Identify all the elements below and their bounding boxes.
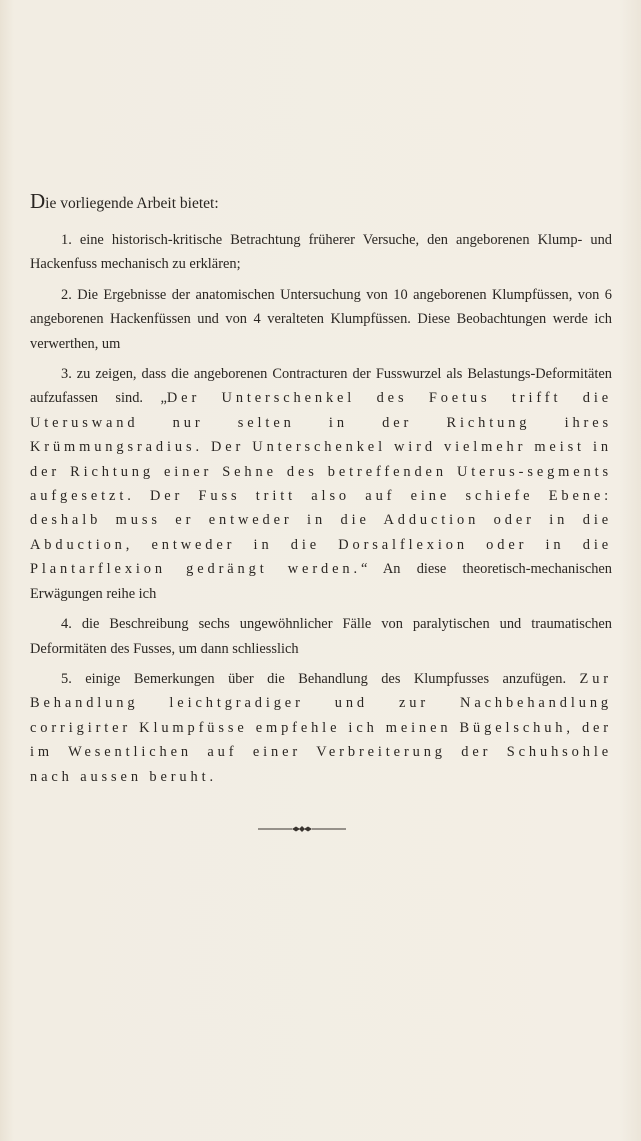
paragraph-text: 5. einige Bemerkungen über die Behandlung des Klumpfusses anzufügen. <box>61 670 580 687</box>
paragraph-text: 1. eine historisch-kritische Betrachtung früherer Versuche, den angeborenen Klump- und Hackenfuss mechanisch zu erklären; <box>30 232 612 273</box>
paragraph-text: 4. die Beschreibung sechs ungewöhnlicher Fälle von paralytischen und traumatischen Deformitäten des Fusses, um dann schliesslich <box>30 616 612 657</box>
list-item-1 <box>30 228 612 277</box>
heading-rest: ie vorliegende Arbeit bietet: <box>45 195 219 212</box>
heading-initial: D <box>30 189 46 213</box>
emphasized-text: Zur Behandlung leichtgradiger und zur Nachbehandlung corrigirter Klumpfüsse empfehle ich meinen Bügelschuh, der im Wesentlichen auf einer Verbreiterung der Schuhsohle nach aussen beruht. <box>30 670 612 785</box>
enumerated-list <box>30 228 612 789</box>
list-item-2 <box>30 283 612 356</box>
list-item-5 <box>30 667 612 789</box>
ornamental-rule-icon <box>258 824 346 834</box>
emphasized-text: Der Unterschenkel des Foetus trifft die Uteruswand nur selten in der Richtung ihres Krümmungsradius. Der Unterschenkel wird vielmehr meist in der Richtung einer Sehne des betreffenden Uterus-segments aufgesetzt. Der Fuss tritt also auf eine schiefe Ebene: deshalb muss er entweder in die Adduction oder in die Abduction, entweder in die Dorsalflexion oder in die Plantarflexion gedrängt werden. <box>30 390 612 578</box>
paragraph-text: 2. Die Ergebnisse der anatomischen Untersuchung von 10 angeborenen Klumpfüssen, von 6 angeborenen Hackenfüssen und von 4 veralteten Klumpfüssen. Diese Beobachtungen werde ich verwerthen, um <box>30 286 612 352</box>
list-item-3 <box>30 362 612 606</box>
document-body <box>30 188 612 795</box>
document-heading <box>30 188 612 217</box>
paragraph-text: “ An diese theoretisch-mechanischen Erwägungen reihe ich <box>30 561 612 602</box>
list-item-4 <box>30 612 612 661</box>
paragraph-text: 3. zu zeigen, dass die angeborenen Contracturen der Fusswurzel als Belastungs-Deformitäten aufzufassen sind. „ <box>30 366 612 407</box>
